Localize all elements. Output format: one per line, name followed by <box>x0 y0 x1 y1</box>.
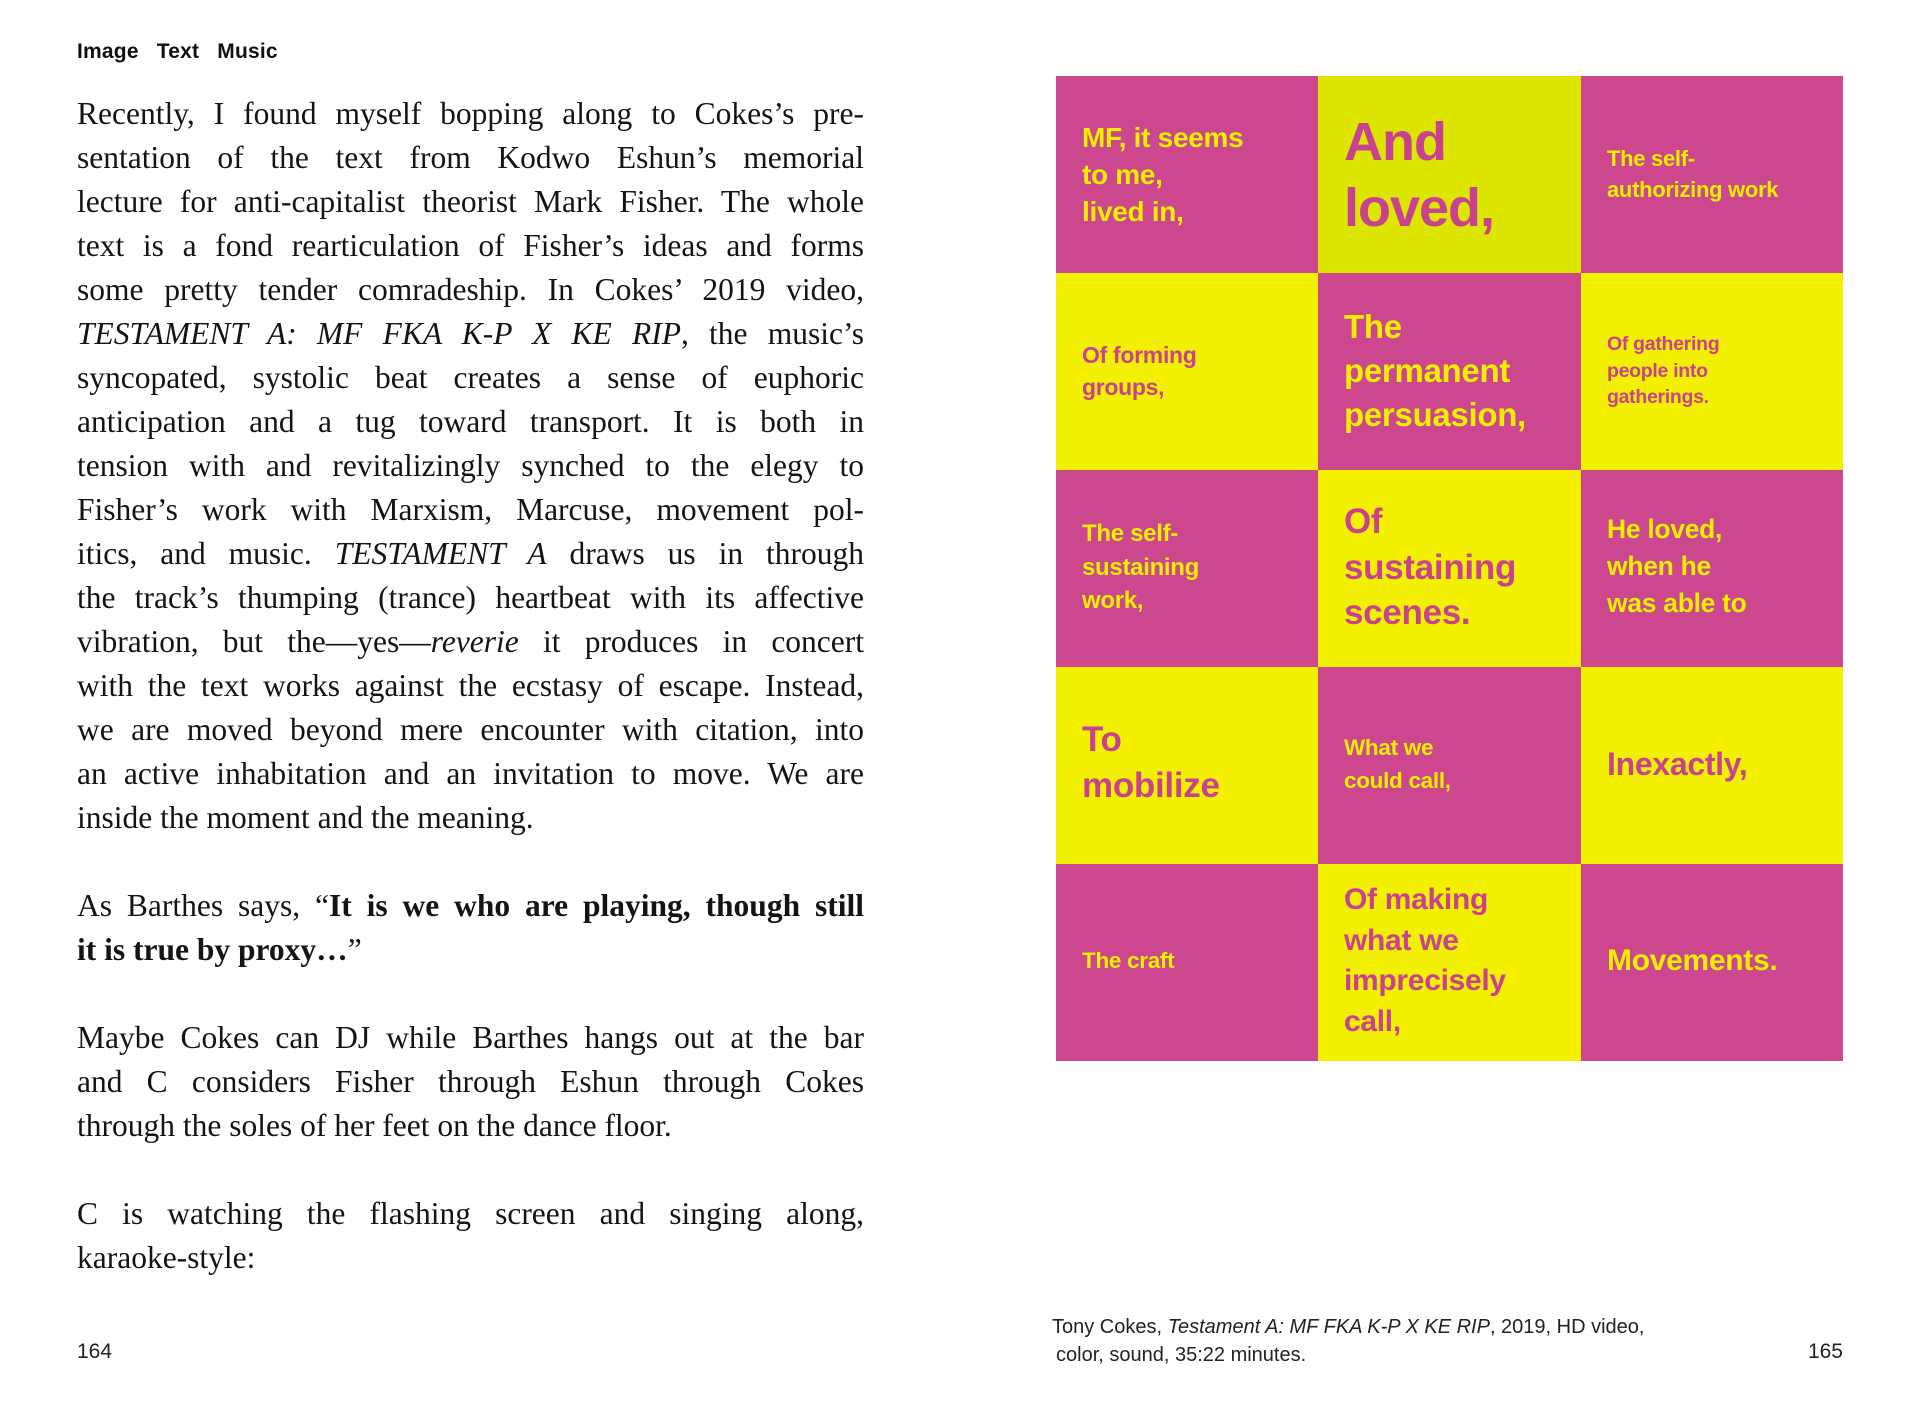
text-line: C is watching the flashing screen and singing along, <box>77 1196 864 1231</box>
text-line: anticipation and a tug toward transport. It is both in <box>77 404 864 439</box>
cell-line: Of forming <box>1082 342 1197 368</box>
cell-line: To <box>1082 720 1122 759</box>
barthes-quote: it is true by proxy… <box>77 932 348 967</box>
cell-line: to me, <box>1082 159 1163 190</box>
grid-cell <box>1318 667 1581 864</box>
caption-line-2: color, sound, 35:22 minutes. <box>1056 1344 1307 1366</box>
grid-cell <box>1318 273 1581 470</box>
grid-cell <box>1056 470 1318 667</box>
cell-line: was able to <box>1607 588 1747 618</box>
grid-cell <box>1581 273 1843 470</box>
cell-line: Of <box>1344 502 1383 541</box>
text-line <box>77 532 864 576</box>
text-line: the track’s thumping (trance) heartbeat with its affective <box>77 580 864 615</box>
cell-line: permanent <box>1344 352 1511 389</box>
text-line <box>77 620 864 664</box>
text-fragment: As Barthes says, “ <box>77 888 329 923</box>
cell-line: work, <box>1082 587 1144 614</box>
text-line: with the text works against the ecstasy of escape. Instead, <box>77 668 864 703</box>
caption-artist: Tony Cokes, <box>1052 1316 1168 1338</box>
paragraph-1 <box>77 92 864 840</box>
running-head: Image Text Music <box>77 40 278 63</box>
grid-cell <box>1581 667 1843 864</box>
grid-cell <box>1056 864 1318 1061</box>
cell-line: scenes. <box>1344 593 1471 632</box>
text-line: tension with and revitalizingly synched to the elegy to <box>77 448 864 483</box>
text-line: inside the moment and the meaning. <box>77 800 534 835</box>
cell-line: What we <box>1344 735 1434 760</box>
text-fragment: itics, and music. <box>77 536 335 571</box>
page-number-left: 164 <box>77 1340 113 1363</box>
page-number-right: 165 <box>1807 1340 1843 1363</box>
cell-line: what we <box>1344 923 1459 957</box>
text-line: text is a fond rearticulation of Fisher’s ideas and forms <box>77 228 864 263</box>
cell-line: Of gathering <box>1607 333 1720 355</box>
cell-line: The craft <box>1082 948 1175 973</box>
cell-line: MF, it seems <box>1082 122 1244 153</box>
grid-cell <box>1318 864 1581 1061</box>
caption-line-1 <box>1052 1313 1644 1341</box>
grid-cell <box>1581 864 1843 1061</box>
paragraph-3 <box>77 1016 864 1148</box>
text-line: Recently, I found myself bopping along to Cokes’s pre- <box>77 96 864 131</box>
text-line <box>77 928 864 972</box>
grid-cell <box>1056 76 1318 273</box>
figure-caption <box>1052 1313 1644 1369</box>
text-line: we are moved beyond mere encounter with citation, into <box>77 712 864 747</box>
text-line: karaoke-style: <box>77 1240 256 1275</box>
paragraph-2 <box>77 884 864 972</box>
cell-line: loved, <box>1344 178 1495 238</box>
cell-line: mobilize <box>1082 766 1220 805</box>
text-fragment: , the music’s <box>680 316 864 351</box>
text-line: lecture for anti-capitalist theorist Mark Fisher. The whole <box>77 184 864 219</box>
cell-line: gatherings. <box>1607 386 1709 408</box>
text-line: an active inhabitation and an invitation to move. We are <box>77 756 864 791</box>
text-line: Maybe Cokes can DJ while Barthes hangs out at the bar <box>77 1020 864 1055</box>
cell-line: when he <box>1607 551 1711 581</box>
text-fragment: it produces in concert <box>518 624 865 659</box>
cell-line: could call, <box>1344 768 1451 793</box>
cell-line: Of making <box>1344 883 1488 916</box>
artwork-still-grid <box>1056 76 1843 1061</box>
caption-title: Testament A: MF FKA K-P X KE RIP <box>1167 1316 1490 1338</box>
cell-line: authorizing work <box>1607 177 1779 202</box>
cell-line: Inexactly, <box>1607 746 1748 782</box>
cell-line: And <box>1344 112 1446 172</box>
text-fragment: ” <box>347 932 362 967</box>
cell-line: imprecisely <box>1344 964 1506 997</box>
text-fragment: vibration, but the—yes— <box>77 624 431 659</box>
text-line: and C considers Fisher through Eshun through Cokes <box>77 1064 864 1099</box>
cell-line: The self- <box>1082 520 1178 547</box>
grid-cell <box>1056 667 1318 864</box>
work-title: TESTAMENT A: MF FKA K-P X KE RIP <box>77 316 681 351</box>
cell-line: sustaining <box>1344 547 1517 587</box>
caption-details: , 2019, HD video, <box>1489 1316 1645 1338</box>
cell-line: The <box>1344 308 1402 345</box>
work-title: TESTAMENT A <box>334 536 547 571</box>
text-line <box>77 884 864 928</box>
cell-line: persuasion, <box>1344 396 1526 433</box>
cell-line: He loved, <box>1607 514 1723 544</box>
cell-line: groups, <box>1082 374 1165 400</box>
text-line <box>77 312 864 356</box>
cell-line: lived in, <box>1082 196 1184 227</box>
paragraph-4 <box>77 1192 864 1280</box>
grid-cell <box>1581 470 1843 667</box>
grid-cell <box>1581 76 1843 273</box>
barthes-quote: It is we who are playing, though still <box>328 888 864 923</box>
text-line: some pretty tender comradeship. In Cokes’ 2019 video, <box>77 272 864 307</box>
text-line: sentation of the text from Kodwo Eshun’s memorial <box>77 140 864 175</box>
cell-line: sustaining <box>1082 553 1200 581</box>
emphasis: reverie <box>430 624 519 659</box>
text-line: through the soles of her feet on the dance floor. <box>77 1108 672 1143</box>
cell-line: call, <box>1344 1004 1401 1038</box>
grid-cell <box>1056 273 1318 470</box>
cell-line: people into <box>1607 359 1708 382</box>
cell-line: Movements. <box>1607 944 1778 977</box>
text-fragment: draws us in through <box>546 536 864 571</box>
grid-cell <box>1318 76 1581 273</box>
text-line: Fisher’s work with Marxism, Marcuse, movement pol- <box>77 492 864 527</box>
body-text <box>77 92 864 1324</box>
text-line: syncopated, systolic beat creates a sense of euphoric <box>77 360 864 395</box>
grid-cell <box>1318 470 1581 667</box>
cell-line: The self- <box>1607 146 1695 171</box>
